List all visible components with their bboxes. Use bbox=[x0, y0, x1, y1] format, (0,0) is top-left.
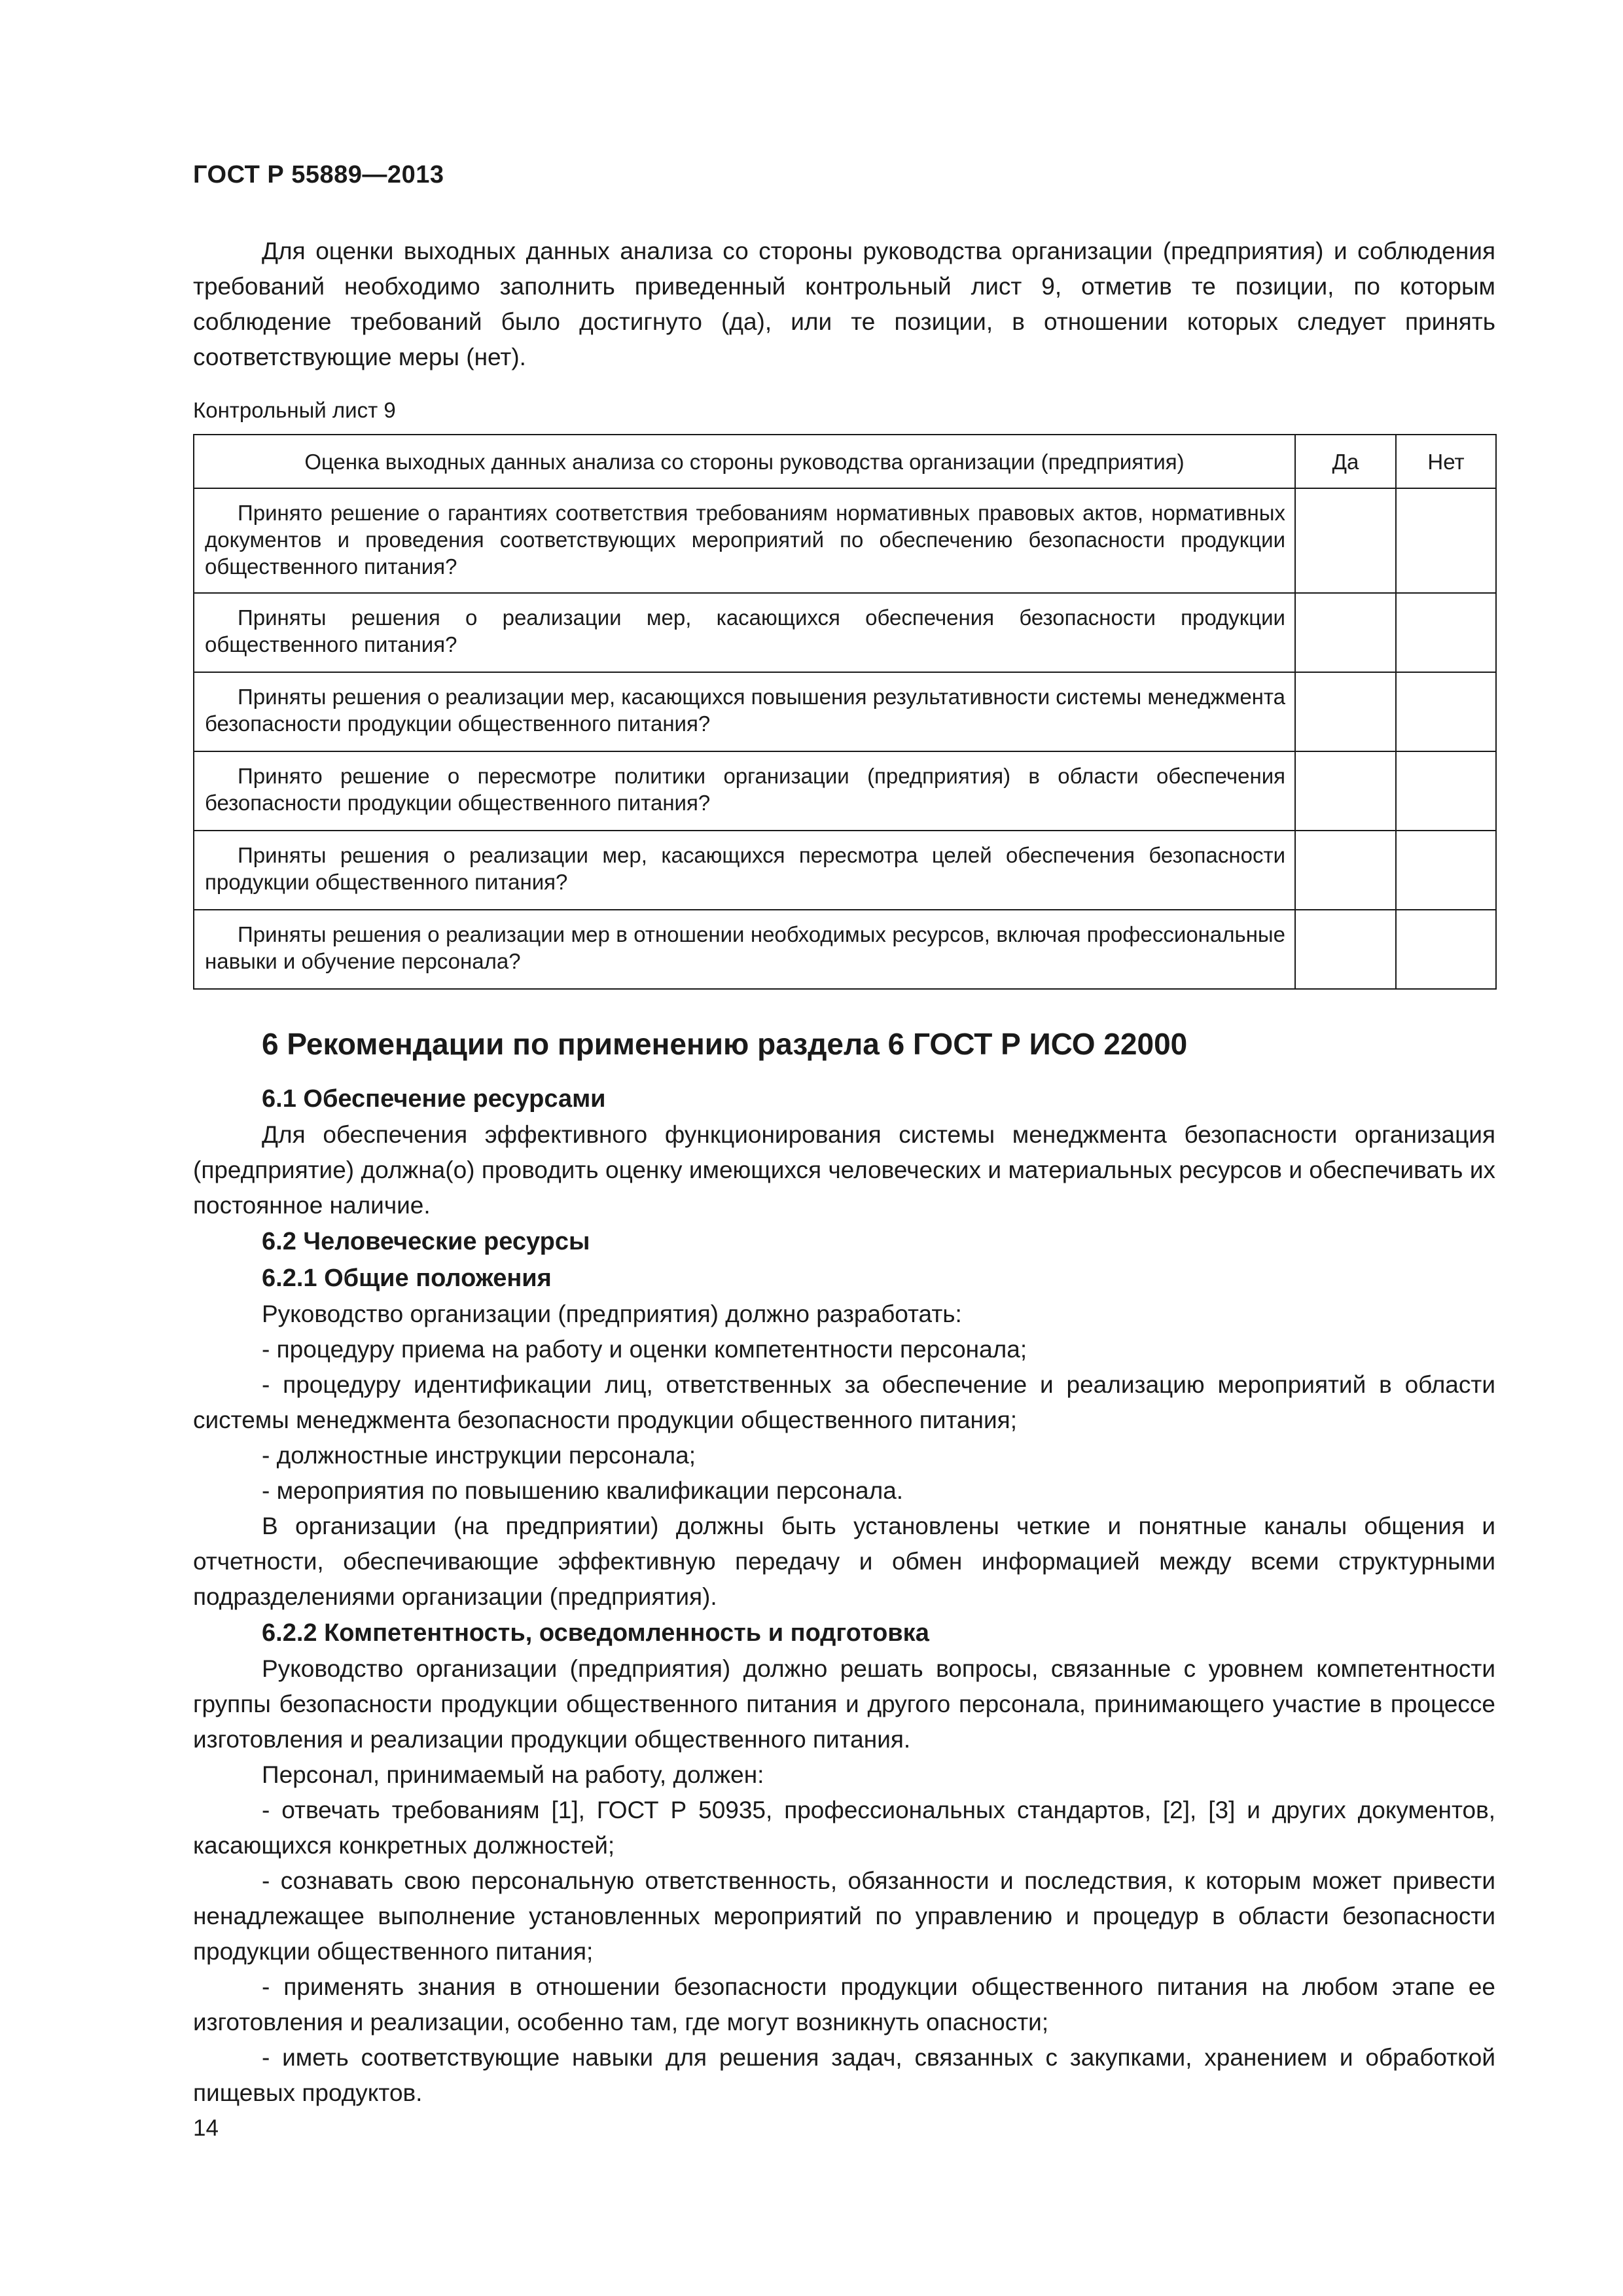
checklist-row bbox=[194, 488, 1496, 593]
checklist-question: Приняты решения о реализации мер в отношении необходимых ресурсов, включая профессиональные навыки и обучение персонала? bbox=[194, 910, 1295, 989]
checklist-no-cell[interactable] bbox=[1396, 593, 1496, 672]
checklist-row bbox=[194, 751, 1496, 831]
list-item: - должностные инструкции персонала; bbox=[262, 1442, 696, 1469]
checklist-table bbox=[193, 434, 1497, 990]
checklist-row bbox=[194, 831, 1496, 910]
checklist-no-cell[interactable] bbox=[1396, 910, 1496, 989]
checklist-row bbox=[194, 910, 1496, 989]
checklist-header-row bbox=[194, 435, 1496, 488]
checklist-yes-cell[interactable] bbox=[1295, 910, 1396, 989]
subsection-6-1-text: Для обеспечения эффективного функционирования системы менеджмента безопасности организация (предприятие) должна(о) проводить оценку имеющихся человеческих и материальных ресурсов и обеспечивать их постоянное наличие. bbox=[193, 1121, 1495, 1219]
list-item: - применять знания в отношении безопасности продукции общественного питания на любом этапе ее изготовления и реализации, особенно там, где могут возникнуть опасности; bbox=[193, 1973, 1495, 2036]
header-no: Нет bbox=[1396, 435, 1496, 488]
list-item: - иметь соответствующие навыки для решения задач, связанных с закупками, хранением и обработкой пищевых продуктов. bbox=[193, 2044, 1495, 2106]
checklist-no-cell[interactable] bbox=[1396, 751, 1496, 831]
list-item: - мероприятия по повышению квалификации персонала. bbox=[262, 1477, 904, 1504]
section-6-title: 6 Рекомендации по применению раздела 6 ГОСТ Р ИСО 22000 bbox=[262, 1027, 1188, 1061]
checklist-yes-cell[interactable] bbox=[1295, 751, 1396, 831]
checklist-row bbox=[194, 672, 1496, 751]
checklist-question: Принято решение о пересмотре политики организации (предприятия) в области обеспечения безопасности продукции общественного питания? bbox=[194, 751, 1295, 831]
checklist-yes-cell[interactable] bbox=[1295, 593, 1396, 672]
checklist-no-cell[interactable] bbox=[1396, 672, 1496, 751]
checklist-no-cell[interactable] bbox=[1396, 488, 1496, 593]
page-number: 14 bbox=[193, 2115, 219, 2141]
checklist-caption: Контрольный лист 9 bbox=[193, 398, 396, 422]
header-yes: Да bbox=[1295, 435, 1396, 488]
checklist-question: Принято решение о гарантиях соответствия требованиям нормативных правовых актов, нормативных документов и проведения соответствующих мероприятий по обеспечению безопасности продукции общественного питания? bbox=[194, 488, 1295, 593]
header-question: Оценка выходных данных анализа со стороны руководства организации (предприятия) bbox=[194, 435, 1295, 488]
subsection-6-2-2-title: 6.2.2 Компетентность, осведомленность и подготовка bbox=[262, 1619, 929, 1647]
subsection-6-1-title: 6.1 Обеспечение ресурсами bbox=[262, 1085, 606, 1113]
paragraph: В организации (на предприятии) должны быть установлены четкие и понятные каналы общения и отчетности, обеспечивающие эффективную передачу и обмен информацией между всеми структурными подразделениями организации (предприятия). bbox=[193, 1513, 1495, 1610]
list-item: - процедуру идентификации лиц, ответственных за обеспечение и реализацию мероприятий в области системы менеджмента безопасности продукции общественного питания; bbox=[193, 1371, 1495, 1433]
section-6 bbox=[193, 1018, 1495, 2111]
intro-paragraph: Для оценки выходных данных анализа со стороны руководства организации (предприятия) и соблюдения требований необходимо заполнить приведенный контрольный лист 9, отметив те позиции, по которым соблюдение требований было достигнуто (да), или те позиции, в отношении которых следует принять соответствующие меры (нет). bbox=[193, 238, 1495, 370]
list-item: - процедуру приема на работу и оценки компетентности персонала; bbox=[262, 1336, 1027, 1363]
paragraph: Персонал, принимаемый на работу, должен: bbox=[262, 1761, 764, 1788]
checklist-row bbox=[194, 593, 1496, 672]
subsection-6-2-1-title: 6.2.1 Общие положения bbox=[262, 1265, 552, 1292]
checklist-yes-cell[interactable] bbox=[1295, 672, 1396, 751]
document-header: ГОСТ Р 55889—2013 bbox=[193, 161, 444, 188]
checklist-no-cell[interactable] bbox=[1396, 831, 1496, 910]
list-item: - сознавать свою персональную ответственность, обязанности и последствия, к которым может привести ненадлежащее выполнение установленных мероприятий по управлению и процедур в области безопасности продукции общественного питания; bbox=[193, 1867, 1495, 1965]
checklist-yes-cell[interactable] bbox=[1295, 831, 1396, 910]
paragraph: Руководство организации (предприятия) должно решать вопросы, связанные с уровнем компетентности группы безопасности продукции общественного питания и другого персонала, принимающего участие в процессе изготовления и реализации продукции общественного питания. bbox=[193, 1655, 1495, 1753]
checklist-yes-cell[interactable] bbox=[1295, 488, 1396, 593]
checklist-question: Приняты решения о реализации мер, касающихся обеспечения безопасности продукции общественного питания? bbox=[194, 593, 1295, 672]
paragraph: Руководство организации (предприятия) должно разработать: bbox=[262, 1300, 962, 1327]
subsection-6-2-title: 6.2 Человеческие ресурсы bbox=[262, 1228, 590, 1255]
list-item: - отвечать требованиям [1], ГОСТ Р 50935, профессиональных стандартов, [2], [3] и других документов, касающихся конкретных должностей; bbox=[193, 1797, 1495, 1859]
checklist-question: Приняты решения о реализации мер, касающихся пересмотра целей обеспечения безопасности продукции общественного питания? bbox=[194, 831, 1295, 910]
checklist-question: Приняты решения о реализации мер, касающихся повышения результативности системы менеджмента безопасности продукции общественного питания? bbox=[194, 672, 1295, 751]
